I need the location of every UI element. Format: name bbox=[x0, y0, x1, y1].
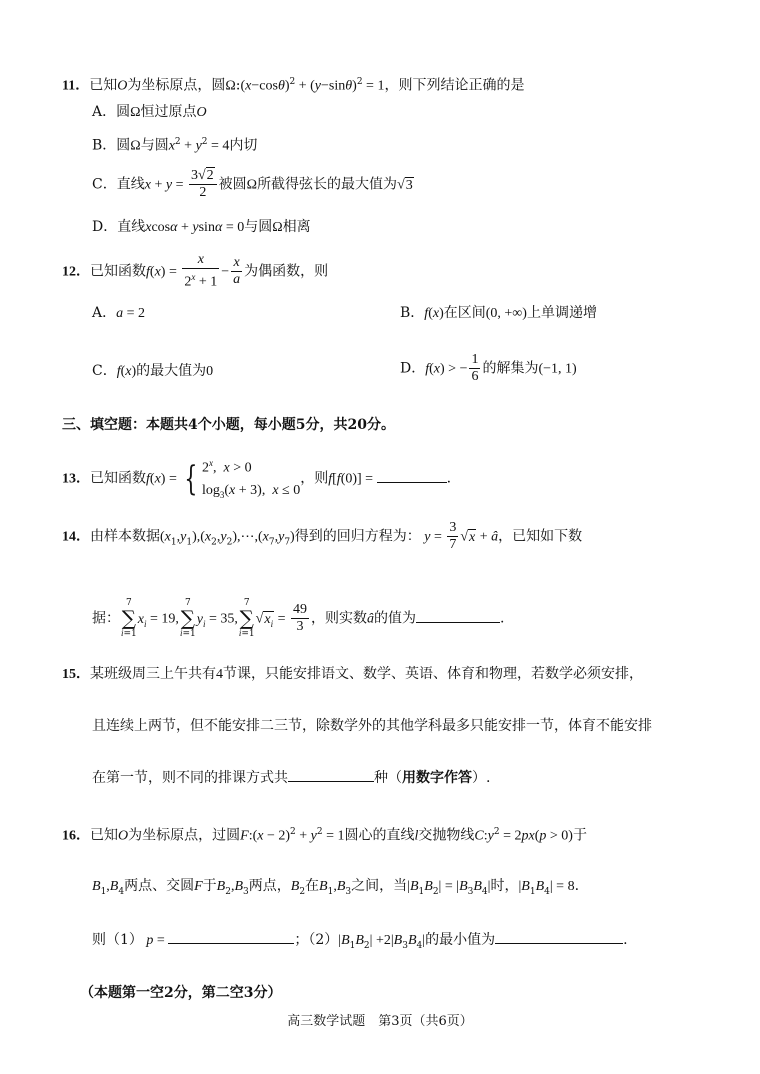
q16-answer-blank-2[interactable] bbox=[495, 931, 623, 944]
q14-number: 14． bbox=[62, 529, 90, 545]
q14-line1: 14．由样本数据$(x_1,y_1),(x_2,y_2),\cdots,(x_7,y_7)$得到的回归方程为： y = $\frac{3}{7}$ √x + â，已知如下数 bbox=[62, 520, 583, 552]
q12-stem: 12．已知函数f(x) = $\frac{x}{2^x + 1}$ − $\frac{x}{a}$ 为偶函数，则 bbox=[62, 252, 329, 290]
q12-option-d: D．f(x) > − $\frac{1}{6}$ 的解集为(−1, 1) bbox=[400, 352, 577, 384]
q11-option-b: B．圆Ω与圆$x^2 + y^2 = 4$内切 bbox=[92, 137, 258, 154]
q16-line1: 16．已知O为坐标原点，过圆F:(x − $2)^2 + y^2 = 1$圆心的直线l交抛物线$C:y^2 = 2px(p > 0)$于 bbox=[62, 827, 587, 844]
q14-line2: 据：7 ∑ $i=1x_i = 19,7$ ∑ $i=1y_i = 35,7$ ∑ $i=1√x_i$ = $\frac{49}{3}$ ，则实数â的值为 . bbox=[92, 598, 505, 639]
section-heading: 三、填空题：本题共4个小题，每小题5分，共20分。 bbox=[62, 417, 395, 433]
q16-line2: $B_1,B_4$两点、交圆F于$B_2,B_3$两点，$B_2$在$B_1,B_3$之间，当$|B_1B_2| = |B_3B_4|$时，$|B_1B_4| = 8$. bbox=[92, 878, 580, 897]
q13-number: 13． bbox=[62, 471, 90, 487]
q11-option-d: D．直线xcosα + ysinα = 0与圆Ω相离 bbox=[92, 219, 311, 235]
q16-line3: 则（1） p = ；$(2)|B_1B_2| +2|B_3B_4|$的最小值为 . bbox=[92, 932, 628, 951]
q15-number: 15． bbox=[62, 667, 90, 682]
q15-line2: 且连续上两节，但不能安排二三节，除数学外的其他学科最多只能安排一节，体育不能安排 bbox=[92, 718, 652, 734]
q11-stem: 11．已知O为坐标原点，圆$\Omega:(x-\cos\theta)^2 + (y-\sin\theta)^2 = 1$，则下列结论正确的是 bbox=[62, 77, 525, 94]
q13-text: 13．已知函数f(x) = { 2$^x$, x > 0 $\log_3(x + 3)$, x ≤ 0 ，则f[f(0)] = . bbox=[62, 458, 452, 500]
q11-option-c: C．直线x + y = $\frac{3√2}{2}$ 被圆Ω所截得弦长的最大值为√3 bbox=[92, 168, 413, 200]
q16-number: 16． bbox=[62, 828, 90, 844]
q15-answer-blank[interactable] bbox=[288, 769, 374, 782]
q12-option-c: C．f(x)的最大值为0 bbox=[92, 363, 214, 379]
q13-answer-blank[interactable] bbox=[377, 470, 447, 483]
q11-number: 11． bbox=[62, 78, 90, 94]
page-footer: 高三数学试题 第3页（共6页） bbox=[287, 1014, 473, 1029]
q11-option-a: A．圆Ω恒过原点O bbox=[92, 104, 207, 120]
q12-option-a: A．a = 2 bbox=[92, 305, 146, 321]
q14-answer-blank[interactable] bbox=[416, 610, 500, 623]
q12-number: 12． bbox=[62, 264, 90, 280]
q15-line3: 在第一节，则不同的排课方式共 种（用数字作答）. bbox=[92, 770, 491, 786]
q16-note: （本题第一空2分，第二空3分） bbox=[80, 985, 282, 1001]
q16-answer-blank-1[interactable] bbox=[168, 931, 294, 944]
q15-line1: 15．某班级周三上午共有4节课，只能安排语文、数学、英语、体育和物理，若数学必须安排， bbox=[62, 666, 643, 682]
q12-option-b: B．f(x)在区间(0, +∞)上单调递增 bbox=[400, 305, 597, 321]
